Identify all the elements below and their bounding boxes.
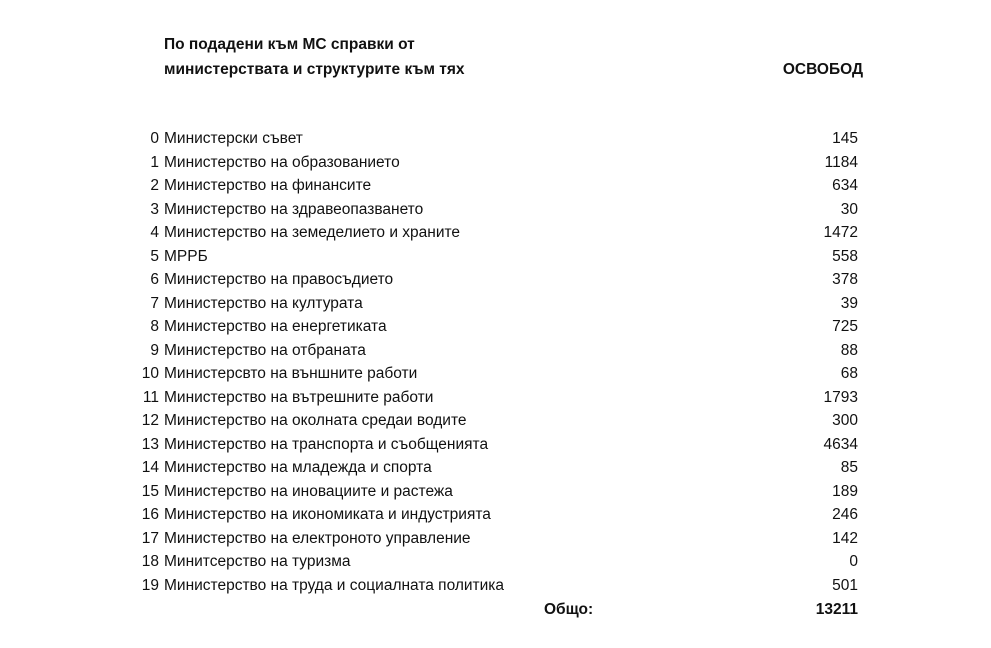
row-value: 145: [832, 130, 858, 147]
table-row: [0, 127, 991, 151]
table-row: [0, 198, 991, 222]
row-value: 1184: [824, 153, 858, 171]
row-ministry-name: Министерство на транспорта и съобщенията: [164, 435, 489, 453]
table-row: [0, 151, 991, 175]
row-index: 0: [150, 130, 159, 147]
table-row: [0, 315, 991, 339]
table-row: [0, 527, 991, 551]
table-row: [0, 362, 991, 386]
row-index: 16: [141, 506, 159, 523]
row-ministry-name: Министерство на образованието: [164, 153, 400, 171]
row-ministry-name: Министерство на правосъдието: [164, 271, 394, 288]
table-row: [0, 550, 991, 574]
row-value: 68: [840, 365, 858, 382]
row-index: 17: [141, 529, 159, 547]
row-index: 10: [141, 365, 159, 382]
row-value: 501: [832, 576, 858, 594]
row-ministry-name: Министерство на младежда и спорта: [164, 459, 432, 476]
row-value: 0: [849, 553, 858, 570]
table-row: [0, 409, 991, 433]
row-ministry-name: Министерство на енергетиката: [164, 318, 387, 335]
row-index: 18: [141, 553, 159, 570]
column-header: ОСВОБОД: [782, 61, 863, 78]
row-value: 378: [832, 271, 858, 288]
title-line-2: министерствата и структурите към тях: [164, 61, 465, 78]
row-ministry-name: Министерсвто на външните работи: [164, 365, 418, 382]
row-value: 189: [832, 482, 858, 500]
row-ministry-name: Минитсерство на туризма: [164, 553, 351, 570]
row-ministry-name: МРРБ: [164, 247, 208, 265]
row-index: 12: [141, 412, 159, 429]
row-index: 7: [150, 294, 159, 312]
ministry-table: [0, 127, 991, 597]
row-ministry-name: Министерство на здравеопазването: [164, 200, 424, 218]
row-value: 558: [832, 247, 858, 265]
row-index: 13: [141, 435, 159, 453]
row-index: 19: [141, 576, 159, 594]
page-title: [164, 32, 584, 82]
row-ministry-name: Министерство на иновациите и растежа: [164, 482, 453, 500]
row-value: 246: [832, 506, 858, 523]
total-label: Общо:: [544, 601, 594, 618]
row-value: 1472: [823, 224, 858, 241]
row-value: 88: [840, 341, 858, 359]
row-index: 5: [150, 247, 159, 265]
title-line-1: По подадени към МС справки от: [164, 36, 415, 53]
table-row: [0, 292, 991, 316]
row-ministry-name: Министерство на земеделието и храните: [164, 224, 461, 241]
row-ministry-name: Министерство на електроното управление: [164, 529, 471, 547]
row-value: 634: [832, 177, 858, 194]
table-row: [0, 339, 991, 363]
total-row: [0, 598, 991, 622]
table-row: [0, 456, 991, 480]
table-row: [0, 221, 991, 245]
row-ministry-name: Министерство на труда и социалната политика: [164, 576, 505, 594]
row-index: 11: [142, 388, 159, 406]
row-index: 14: [141, 459, 159, 476]
row-value: 725: [832, 318, 858, 335]
row-value: 142: [832, 529, 858, 547]
row-value: 1793: [823, 388, 858, 406]
table-row: [0, 574, 991, 598]
row-index: 6: [150, 271, 159, 288]
row-index: 3: [150, 200, 159, 218]
table-row: [0, 268, 991, 292]
row-index: 2: [150, 177, 159, 194]
row-index: 15: [141, 482, 159, 500]
row-ministry-name: Министерство на културата: [164, 294, 363, 312]
row-value: 39: [840, 294, 858, 312]
row-ministry-name: Министерство на вътрешните работи: [164, 388, 434, 406]
table-row: [0, 245, 991, 269]
table-row: [0, 503, 991, 527]
row-value: 300: [832, 412, 858, 429]
total-value: 13211: [815, 601, 858, 618]
row-value: 30: [840, 200, 858, 218]
table-row: [0, 386, 991, 410]
row-ministry-name: Министерство на отбраната: [164, 341, 366, 359]
row-ministry-name: Министерски съвет: [164, 130, 303, 147]
row-value: 4634: [823, 435, 858, 453]
row-index: 8: [150, 318, 159, 335]
row-value: 85: [840, 459, 858, 476]
row-ministry-name: Министерство на икономиката и индустрията: [164, 506, 491, 523]
row-index: 1: [150, 153, 159, 171]
row-index: 9: [150, 341, 159, 359]
row-ministry-name: Министерство на финансите: [164, 177, 372, 194]
row-index: 4: [150, 224, 159, 241]
table-row: [0, 174, 991, 198]
table-row: [0, 480, 991, 504]
row-ministry-name: Министерство на околната средаи водите: [164, 412, 467, 429]
table-row: [0, 433, 991, 457]
